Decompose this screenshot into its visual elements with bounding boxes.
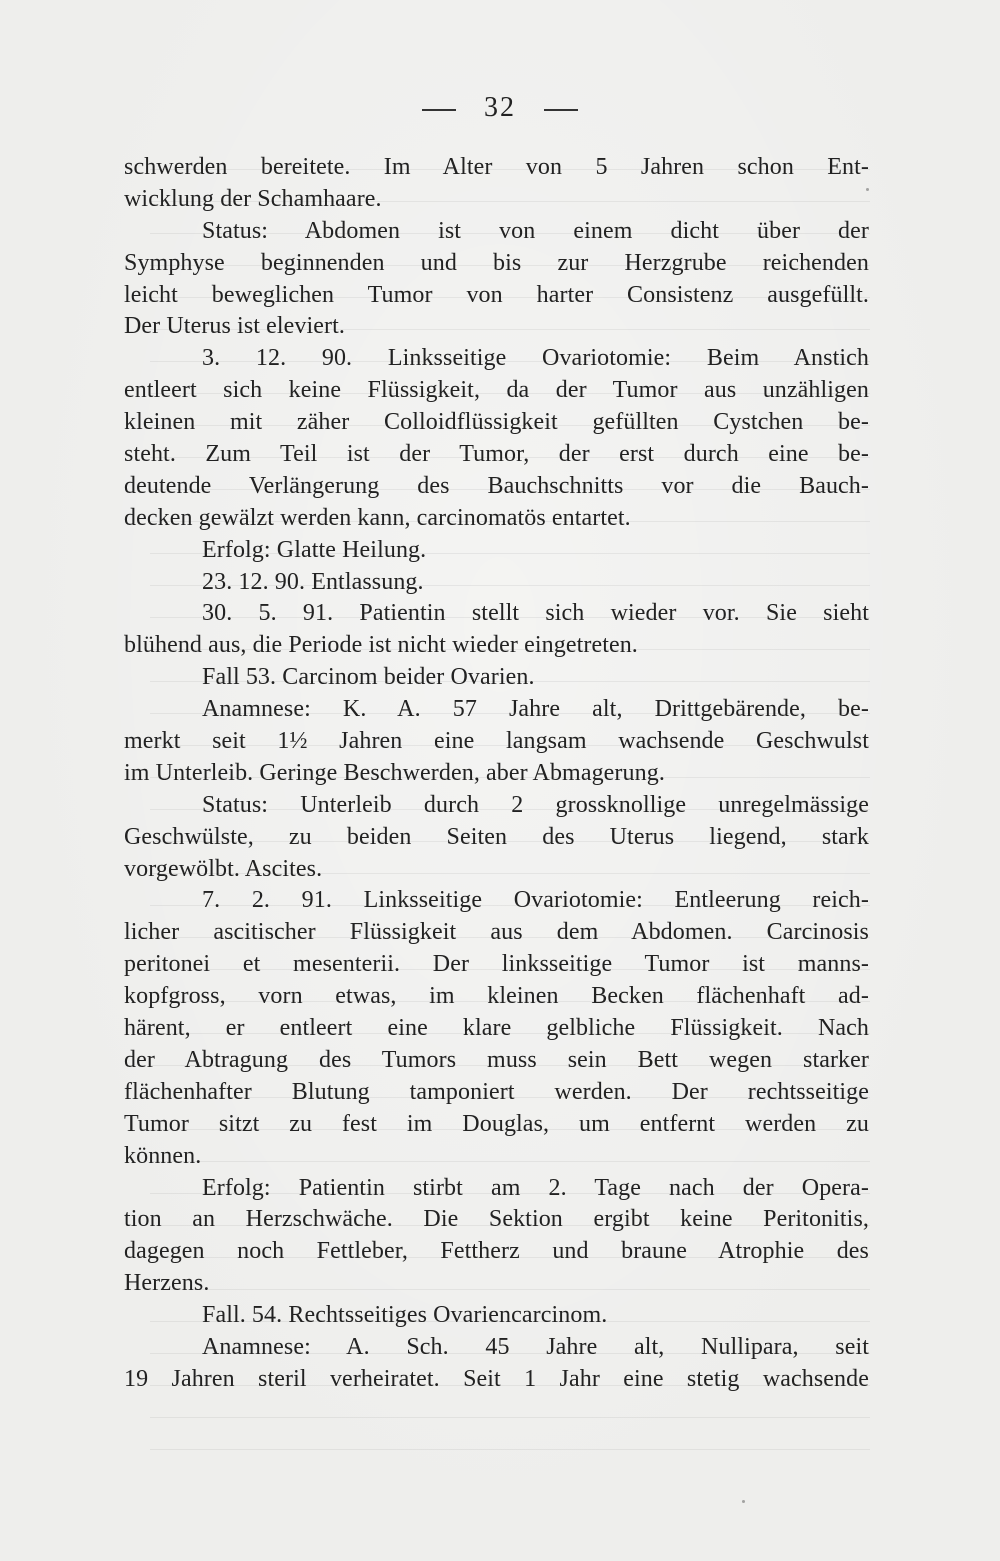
text-line: schwerden bereitete. Im Alter von 5 Jahren schon Ent- xyxy=(124,154,869,180)
text-line: Status: Unterleib durch 2 grossknollige unregelmässige xyxy=(202,791,869,818)
text-line: Fall 53. Carcinom beider Ovarien. xyxy=(202,664,535,691)
text-line: Status: Abdomen ist von einem dicht über der xyxy=(202,217,869,244)
text-line: Fall. 54. Rechtsseitiges Ovariencarcinom. xyxy=(202,1302,608,1329)
text-line: decken gewälzt werden kann, carcinomatös entartet. xyxy=(124,504,631,531)
text-line: kopfgross, vorn etwas, im kleinen Becken flächenhaft ad- xyxy=(124,983,869,1010)
text-line: Anamnese: A. Sch. 45 Jahre alt, Nullipara, seit xyxy=(202,1333,869,1360)
text-line: Erfolg: Patientin stirbt am 2. Tage nach der Opera- xyxy=(202,1174,869,1201)
text-line: der Abtragung des Tumors muss sein Bett wegen starker xyxy=(124,1046,869,1073)
text-line: härent, er entleert eine klare gelbliche Flüssigkeit. Nach xyxy=(124,1015,869,1042)
paper-speck xyxy=(866,188,869,191)
text-line: 3. 12. 90. Linksseitige Ovariotomie: Beim Anstich xyxy=(202,345,869,372)
text-line: vorgewölbt. Ascites. xyxy=(124,855,323,882)
text-line: Herzens. xyxy=(124,1270,210,1297)
text-line: licher ascitischer Flüssigkeit aus dem Abdomen. Carcinosis xyxy=(124,919,869,946)
text-line: Geschwülste, zu beiden Seiten des Uterus liegend, stark xyxy=(124,823,869,850)
text-line: Symphyse beginnenden und bis zur Herzgrube reichenden xyxy=(124,249,869,276)
text-line: können. xyxy=(124,1142,202,1169)
text-line: 23. 12. 90. Entlassung. xyxy=(202,568,424,595)
text-line: wicklung der Schamhaare. xyxy=(124,185,382,212)
text-line: 19 Jahren steril verheiratet. Seit 1 Jahr eine stetig wachsende xyxy=(124,1365,869,1392)
header-dash-left xyxy=(422,109,456,111)
text-line: deutende Verlängerung des Bauchschnitts vor die Bauch- xyxy=(124,472,869,499)
header-dash-right xyxy=(544,109,578,111)
text-line: 7. 2. 91. Linksseitige Ovariotomie: Entleerung reich- xyxy=(202,887,869,914)
text-line: peritonei et mesenterii. Der linksseitige Tumor ist manns- xyxy=(124,951,869,978)
text-line: tion an Herzschwäche. Die Sektion ergibt keine Peritonitis, xyxy=(124,1206,869,1233)
text-line: kleinen mit zäher Colloidflüssigkeit gefüllten Cystchen be- xyxy=(124,409,869,436)
text-line: Erfolg: Glatte Heilung. xyxy=(202,536,427,563)
page-number: 32 xyxy=(484,92,516,123)
text-line: flächenhafter Blutung tamponiert werden. Der rechtsseitige xyxy=(124,1078,869,1105)
text-line: leicht beweglichen Tumor von harter Consistenz ausgefüllt. xyxy=(124,281,869,308)
page-header xyxy=(0,92,1000,124)
text-line: dagegen noch Fettleber, Fettherz und braune Atrophie des xyxy=(124,1238,869,1265)
text-line: entleert sich keine Flüssigkeit, da der Tumor aus unzähligen xyxy=(124,377,869,404)
body-text xyxy=(124,152,869,1396)
text-line: blühend aus, die Periode ist nicht wieder eingetreten. xyxy=(124,632,638,659)
text-line: im Unterleib. Geringe Beschwerden, aber Abmagerung. xyxy=(124,759,665,786)
text-line: Tumor sitzt zu fest im Douglas, um entfernt werden zu xyxy=(124,1110,869,1137)
paper-speck xyxy=(742,1500,745,1503)
text-line: Anamnese: K. A. 57 Jahre alt, Drittgebärende, be- xyxy=(202,696,869,723)
text-line: steht. Zum Teil ist der Tumor, der erst durch eine be- xyxy=(124,441,869,468)
text-line: Der Uterus ist eleviert. xyxy=(124,313,345,340)
text-line: merkt seit 1½ Jahren eine langsam wachsende Geschwulst xyxy=(124,728,869,755)
text-line: 30. 5. 91. Patientin stellt sich wieder vor. Sie sieht xyxy=(202,600,869,627)
